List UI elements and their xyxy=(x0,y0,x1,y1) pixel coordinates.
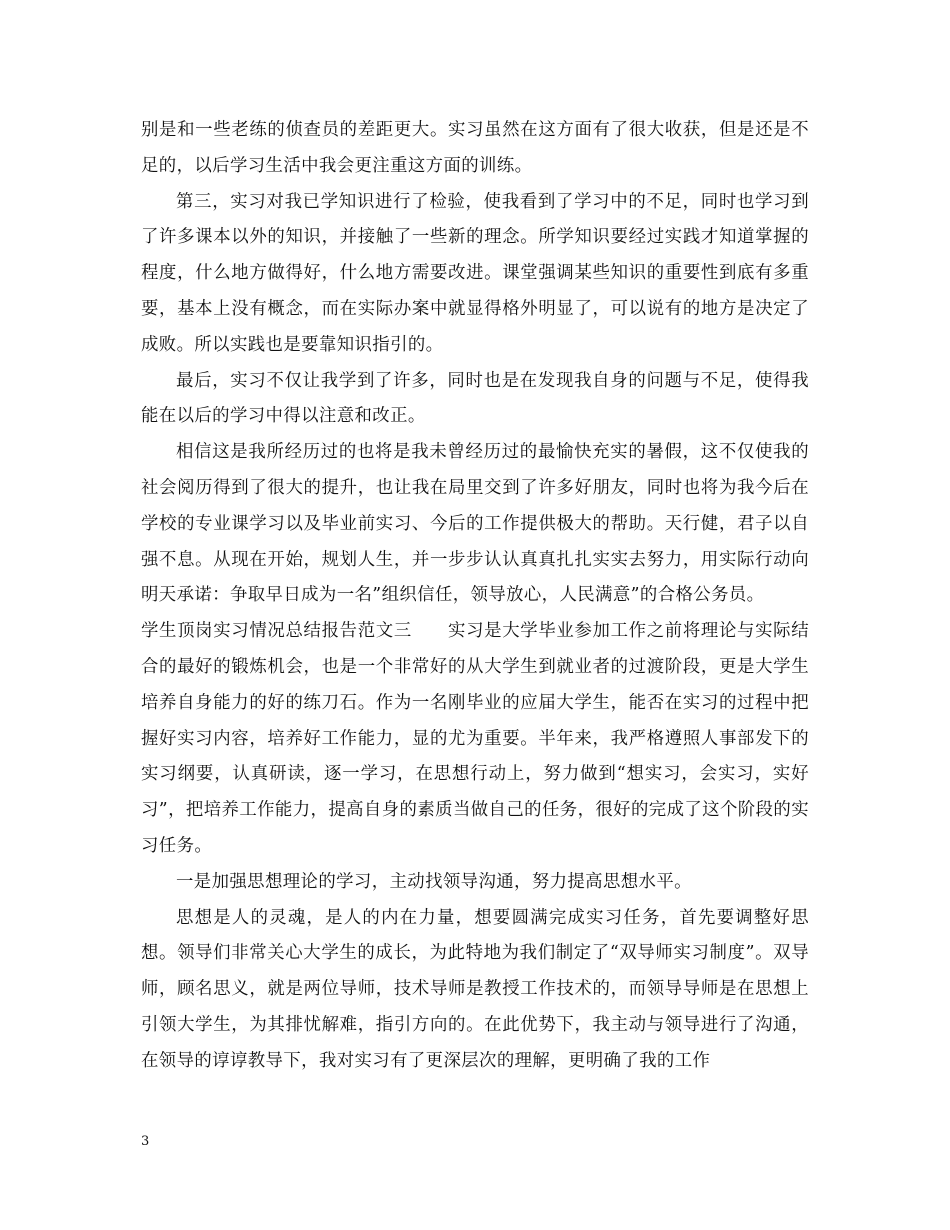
paragraph-summer-reflection: 相信这是我所经历过的也将是我未曾经历过的最愉快充实的暑假，这不仅使我的社会阅历得到了很大的提升，也让我在局里交到了许多好朋友，同时也将为我今后在学校的专业课学习以及毕业前实习、今后的工作提供极大的帮助。天行健，君子以自强不息。从现在开始，规划人生，并一步步认认真真扎扎实实去努力，用实际行动向明天承诺：争取早日成为一名”组织信任，领导放心，人民满意”的合格公务员。 xyxy=(141,442,809,606)
paragraph-continuation: 别是和一些老练的侦查员的差距更大。实习虽然在这方面有了很大收获，但是还是不足的，以后学习生活中我会更注重这方面的训练。 xyxy=(141,120,809,176)
paragraph-first-point: 一是加强思想理论的学习，主动找领导沟通，努力提高思想水平。 xyxy=(176,871,692,892)
paragraph-third-point: 第三，实习对我已学知识进行了检验，使我看到了学习中的不足，同时也学习到了许多课本以外的知识，并接触了一些新的理念。所学知识要经过实践才知道掌握的程度，什么地方做得好，什么地方需要改进。课堂强调某些知识的重要性到底有多重要，基本上没有概念，而在实际办案中就显得格外明显了，可以说有的地方是决定了成败。所以实践也是要靠知识指引的。 xyxy=(141,191,809,355)
paragraph-finally: 最后，实习不仅让我学到了许多，同时也是在发现我自身的问题与不足，使得我能在以后的学习中得以注意和改正。 xyxy=(141,370,809,427)
paragraph-report-three: 学生顶岗实习情况总结报告范文三 实习是大学毕业参加工作之前将理论与实际结合的最好的锻炼机会，也是一个非常好的从大学生到就业者的过渡阶段，更是大学生培养自身能力的好的练刀石。作为一名刚毕业的应届大学生，能否在实习的过程中把握好实习内容，培养好工作能力，显的尤为重要。半年来，我严格遵照人事部发下的实习纲要，认真研读，逐一学习，在思想行动上，努力做到“想实习，会实习，实好习”，把培养工作能力，提高自身的素质当做自己的任务，很好的完成了这个阶段的实习任务。 xyxy=(141,621,809,856)
paragraph-thought: 思想是人的灵魂，是人的内在力量，想要圆满完成实习任务，首先要调整好思想。领导们非常关心大学生的成长，为此特地为我们制定了“双导师实习制度”。双导师，顾名思义，就是两位导师，技术导师是教授工作技术的，而领导导师是在思想上引领大学生，为其排忧解难，指引方向的。在此优势下，我主动与领导进行了沟通，在领导的谆谆教导下，我对实习有了更深层次的理解，更明确了我的工作 xyxy=(141,907,809,1071)
document-body xyxy=(141,113,809,1080)
page-number: 3 xyxy=(141,1134,150,1149)
